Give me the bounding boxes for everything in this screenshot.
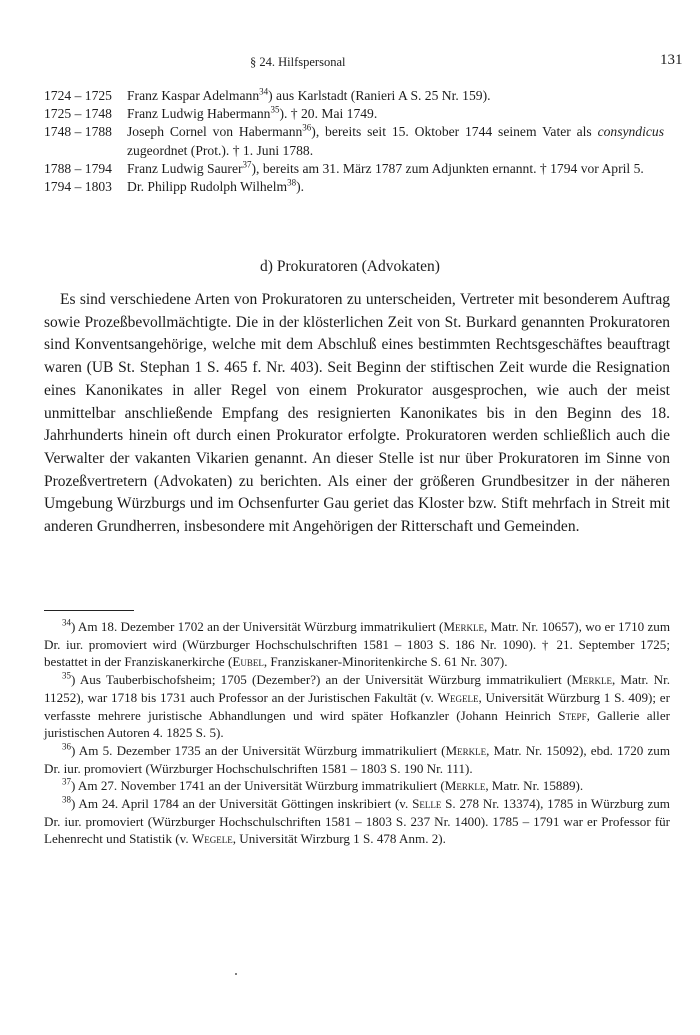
footnote-mark: 37	[62, 776, 71, 787]
footnote-ref: 35	[270, 104, 280, 115]
footnotes	[44, 618, 670, 848]
official-name: Dr. Philipp Rudolph Wilhelm	[127, 179, 288, 195]
officials-list	[44, 87, 664, 196]
author-name: Merkle	[443, 619, 485, 634]
official-text	[127, 105, 664, 123]
official-detail: ), bereits am 31. März 1787 zum Adjunkten ernannt. † 1794 vor April 5.	[251, 160, 644, 176]
footnote-text: , Matr. Nr. 15889).	[485, 778, 584, 794]
official-entry	[44, 160, 664, 178]
official-entry	[44, 123, 664, 159]
official-years: 1788 – 1794	[44, 160, 112, 176]
footnote-mark: 35	[62, 670, 71, 681]
official-text	[127, 160, 664, 178]
footnote-text: , Universität Würzburg 1 S. 409); er verfasste mehrere juristische Abhandlungen und wird später Hofkanzler (Johann Heinrich	[44, 689, 670, 723]
italic-term: consyndicus	[597, 124, 665, 140]
footnote-text: ) Am 27. November 1741 an der Universität Würzburg immatrikuliert (	[71, 778, 445, 794]
author-name: Stepf	[558, 707, 587, 723]
author-name: Merkle	[571, 672, 612, 688]
official-text	[127, 123, 664, 159]
footnote-ref: 37	[242, 159, 252, 170]
footnote-text: ) Aus Tauberbischofsheim; 1705 (Dezember?) an der Universität Würzburg immatrikuliert (	[71, 672, 572, 688]
author-name: Wegele	[191, 831, 233, 847]
footnote	[44, 671, 670, 742]
official-detail: ) aus Karlstadt (Ranieri A S. 25 Nr. 159).	[268, 88, 491, 103]
footnote-text: , Universität Wirzburg 1 S. 478 Anm. 2).	[232, 831, 446, 847]
footnote-text: , Matr. Nr. 11252), war 1718 bis 1731 auch Professor an der Juristischen Fakultät (v.	[44, 672, 670, 705]
footnote-divider	[44, 610, 134, 611]
body-paragraph: Es sind verschiedene Arten von Prokuratoren zu unterscheiden, Vertreter mit besonderem Auftrag sowie Prozeßbevollmächtigte. Die in der klösterlichen Zeit von St. Burkard genannten Prokuratoren sind Konventsangehörige, welche mit dem Abschluß eines bestimmten Rechtsgeschäftes beauftragt waren (UB St. Stephan 1 S. 465 f. Nr. 403). Seit Beginn der stiftischen Zeit wurde die Resignation eines Kanonikates in aller Regel von einem Prokurator ausgesprochen, wie auch der meist unmittelbar anschließende Empfang des resignierten Kanonikates bis in den Beginn des 18. Jahrhunderts hinein oft durch einen Prokurator erfolgte. Prokuratoren werden schließlich auch die Verwalter der vakanten Vikarien genannt. An dieser Stelle ist nur über Prokuratoren im Sinne von Prozeßvertretern (Advokaten) zu berichten. Als einer der größeren Grundbesitzer in der näheren Umgebung Würzburgs und im Ochsenfurter Gau geriet das Kloster bzw. Stift mehrfach in Streit mit anderen Grundherren, insbesondere mit Angehörigen der Ritterschaft und Gemeinden.	[44, 291, 670, 536]
footnote-ref: 38	[287, 177, 297, 188]
official-text	[127, 87, 664, 105]
official-entry	[44, 178, 664, 196]
footnote-text: ) Am 24. April 1784 an der Universität Göttingen inskribiert (v.	[71, 796, 413, 812]
footnote-text: S. 278 Nr. 13374), 1785 in Würzburg zum Dr. iur. promoviert (Würzburger Hochschulschriften 1581 – 1803 S. 237 Nr. 1400). 1785 – 1791 war er Professor für Lehenrecht und Statistik (v.	[44, 796, 670, 847]
page-number: 131	[660, 52, 683, 68]
author-name: Merkle	[444, 778, 486, 794]
print-speck	[235, 973, 237, 975]
official-detail: ). † 20. Mai 1749.	[279, 106, 378, 122]
running-head: § 24. Hilfspersonal	[250, 55, 346, 69]
official-detail: ), bereits seit 15. Oktober 1744 seinem Vater als	[311, 124, 598, 140]
footnote-mark: 36	[62, 741, 71, 752]
official-entry	[44, 105, 664, 123]
author-name: Merkle	[445, 742, 487, 758]
footnote-text: , Matr. Nr. 15092), ebd. 1720 zum Dr. iur. promoviert (Würzburger Hochschulschriften 1581 – 1803 S. 190 Nr. 111).	[44, 742, 670, 776]
footnote-ref: 36	[302, 122, 312, 133]
footnote	[44, 618, 670, 671]
footnote-text: , Matr. Nr. 10657), wo er 1710 zum Dr. iur. promoviert wird (Würzburger Hochschulschriften 1581 – 1803 S. 186 Nr. 1090). † 21. September 1725; bestattet in der Franziskanerkirche (	[44, 619, 670, 670]
official-years: 1725 – 1748	[44, 106, 112, 122]
official-entry	[44, 87, 664, 105]
section-heading: d) Prokuratoren (Advokaten)	[260, 258, 440, 275]
footnote-mark: 34	[62, 617, 71, 628]
official-name: Franz Ludwig Habermann	[127, 106, 271, 122]
official-years: 1748 – 1788	[44, 124, 112, 140]
footnote-text: ) Am 18. Dezember 1702 an der Universität Würzburg immatrikuliert (	[71, 619, 444, 634]
author-name: Wegele	[437, 689, 479, 705]
official-name: Franz Kaspar Adelmann	[127, 88, 260, 103]
footnote-text: , Gallerie aller juristischen Autoren 4. 1825 S. 5).	[44, 707, 670, 741]
footnote	[44, 795, 670, 848]
footnote-mark: 38	[62, 794, 71, 805]
footnote-text: , Franziskaner-Minoritenkirche S. 61 Nr. 307).	[263, 654, 508, 670]
official-detail: ).	[296, 179, 305, 195]
official-years: 1724 – 1725	[44, 88, 112, 103]
author-name: Selle	[412, 796, 442, 812]
official-text	[127, 178, 664, 196]
author-name: Eubel	[232, 654, 264, 670]
footnote-ref: 34	[259, 86, 269, 97]
official-years: 1794 – 1803	[44, 179, 112, 195]
official-detail: zugeordnet (Prot.). † 1. Juni 1788.	[127, 142, 314, 158]
footnote-text: ) Am 5. Dezember 1735 an der Universität Würzburg immatrikuliert (	[71, 742, 446, 758]
official-name: Franz Ludwig Saurer	[127, 160, 243, 176]
footnote	[44, 742, 670, 777]
footnote	[44, 777, 670, 795]
official-name: Joseph Cornel von Habermann	[127, 124, 303, 140]
